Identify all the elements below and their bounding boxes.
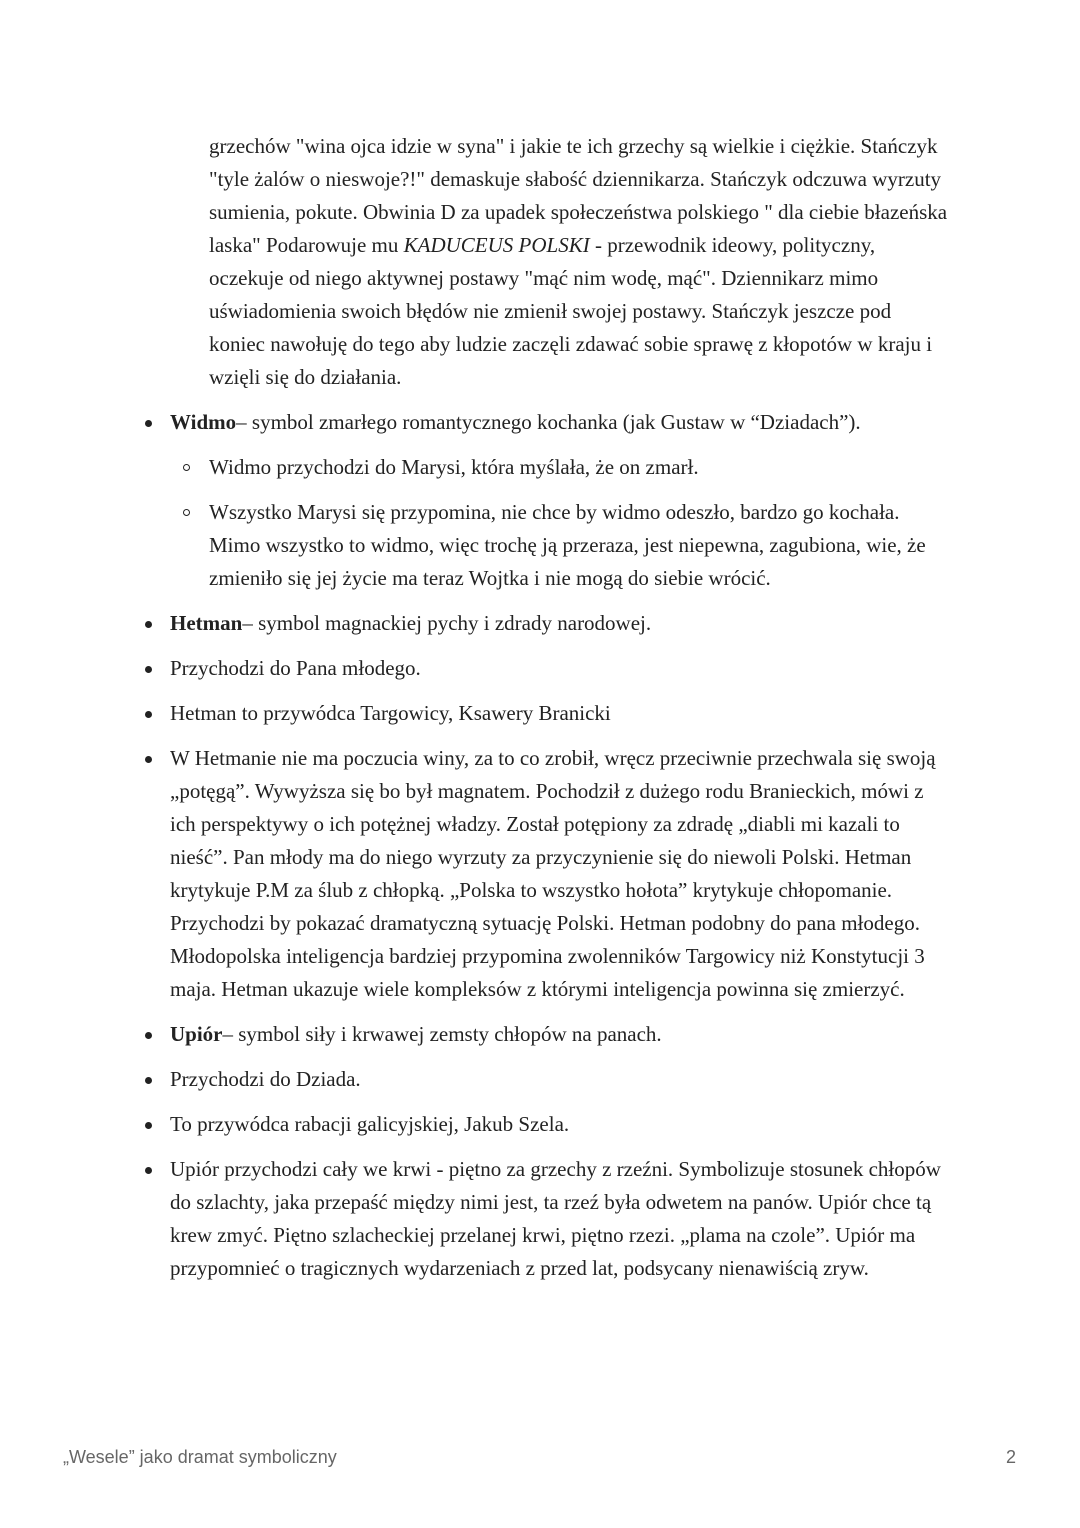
hetman-definition: – symbol magnackiej pychy i zdrady narodowej. [242, 611, 652, 635]
continuation-paragraph [209, 130, 949, 394]
term-upior: Upiór [170, 1022, 223, 1046]
bullet-upior-2 [170, 1108, 950, 1141]
bullet-upior-3 [170, 1153, 950, 1285]
widmo-definition: – symbol zmarłego romantycznego kochanka (jak Gustaw w “Dziadach”). [236, 410, 861, 434]
term-hetman: Hetman [170, 611, 243, 635]
footer-page-number: 2 [1005, 1447, 1016, 1467]
bullet-hetman-1 [170, 652, 950, 685]
widmo-sub2-text: Wszystko Marysi się przypomina, nie chce by widmo odeszło, bardzo go kochała. Mimo wszystko to widmo, więc trochę ją przeraza, jest niepewna, zagubiona, wie, że zmieniło się jej życie ma teraz Wojtka i nie mogą do siebie wrócić. [209, 500, 926, 590]
upior-item2-text: To przywódca rabacji galicyjskiej, Jakub Szela. [170, 1112, 570, 1136]
document-body [0, 130, 1080, 1285]
upior-item3-text: Upiór przychodzi cały we krwi - piętno za grzechy z rzeźni. Symbolizuje stosunek chłopów do szlachty, jaka przepaść między nimi jest, ta rzeź była odwetem na panów. Upiór chce tą krew zmyć. Piętno szlacheckiej przelanej krwi, piętno rzezi. „plama na czole”. Upiór ma przypomnieć o tragicznych wydarzeniach z przed lat, podsycany nienawiścią zryw. [170, 1157, 941, 1280]
bullet-hetman-2 [170, 697, 950, 730]
upior-item1-text: Przychodzi do Dziada. [170, 1067, 361, 1091]
hetman-item2-text: Hetman to przywódca Targowicy, Ksawery Branicki [170, 701, 611, 725]
bullet-upior-1 [170, 1063, 950, 1096]
bullet-hetman-3 [170, 742, 950, 1006]
widmo-sub1-text: Widmo przychodzi do Marysi, która myślała, że on zmarł. [209, 455, 699, 479]
continuation-text-2: - przewodnik ideowy, polityczny, oczekuje od niego aktywnej postawy "mąć nim wodę, mąć". Dziennikarz mimo uświadomienia swoich błędów nie zmienił swojej postawy. Stańczyk jeszcze pod koniec nawołuję do tego aby ludzie zaczęli zdawać sobie sprawę z kłopotów w kraju i wzięli się do działania. [209, 233, 933, 389]
continuation-italic: KADUCEUS POLSKI [403, 233, 590, 257]
sub-bullet-widmo-1 [209, 451, 949, 484]
bullet-hetman [170, 607, 950, 640]
bullet-widmo [170, 406, 950, 439]
hetman-item3-text: W Hetmanie nie ma poczucia winy, za to co zrobił, wręcz przeciwnie przechwala się swoją „potęgą”. Wywyższa się bo był magnatem. Pochodził z dużego rodu Branieckich, mówi z ich perspektywy o ich potężnej władzy. Został potępiony za zdradę „diabli mi kazali to nieść”. Pan młody ma do niego wyrzuty za przyczynienie się do niewoli Polski. Hetman krytykuje P.M za ślub z chłopką. „Polska to wszystko hołota” krytykuje chłopomanie. Przychodzi by pokazać dramatyczną sytuację Polski. Hetman podobny do pana młodego. Młodopolska inteligencja bardziej przypomina zwolenników Targowicy niż Konstytucji 3 maja. Hetman ukazuje wiele kompleksów z którymi inteligencja powinna się zmierzyć. [170, 746, 936, 1001]
hetman-item1-text: Przychodzi do Pana młodego. [170, 656, 421, 680]
footer-document-title: „Wesele” jako dramat symboliczny [63, 1447, 337, 1467]
continuation-text-1: grzechów "wina ojca idzie w syna" i jakie te ich grzechy są wielkie i ciężkie. Stańczyk "tyle żalów o nieswoje?!" demaskuje słabość dziennikarza. Stańczyk odczuwa wyrzuty sumienia, pokute. Obwinia D za upadek społeczeństwa polskiego " dla ciebie błazeńska laska" Podarowuje mu [209, 134, 948, 257]
sub-bullet-widmo-2 [209, 496, 949, 595]
bullet-upior [170, 1018, 950, 1051]
upior-definition: – symbol siły i krwawej zemsty chłopów na panach. [222, 1022, 662, 1046]
term-widmo: Widmo [170, 410, 237, 434]
